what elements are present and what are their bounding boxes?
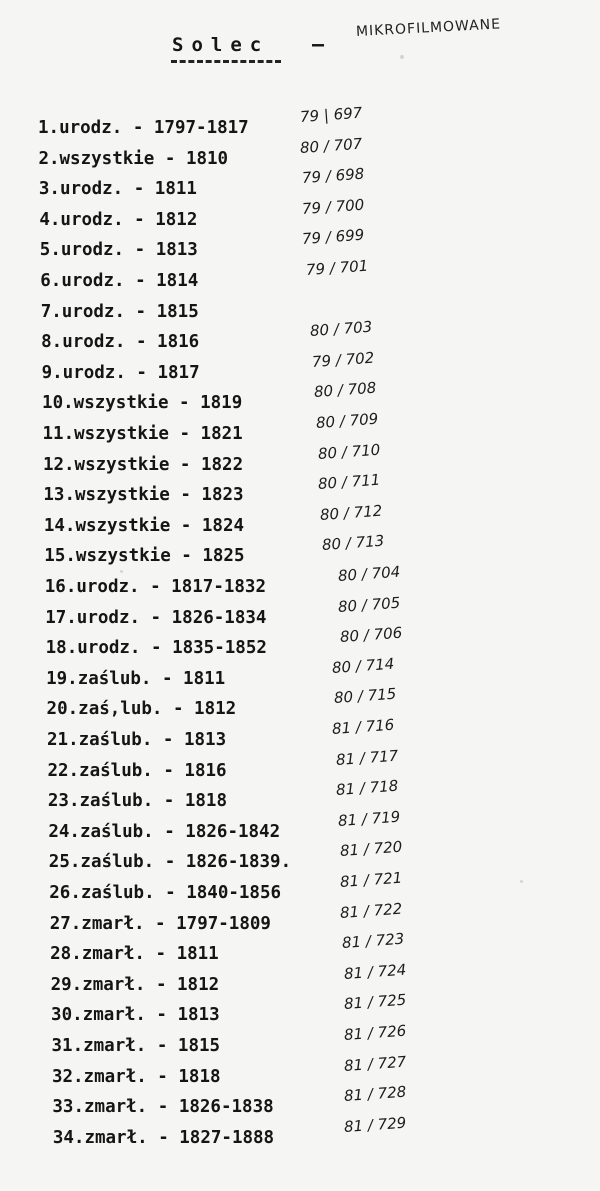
microfilm-reference-note: 80 / 708	[313, 379, 377, 402]
register-entry: 13.wszystkie - 1823	[43, 485, 244, 506]
microfilm-reference-note: 80 / 703	[309, 317, 373, 341]
microfilm-reference-note: 80 / 710	[317, 440, 381, 463]
microfilm-reference-note: 80 / 707	[299, 134, 363, 157]
register-entry: 18.urodz. - 1835-1852	[45, 638, 267, 659]
register-entry: 30.zmarł. - 1813	[51, 1005, 220, 1026]
microfilm-reference-note: 81 / 718	[335, 776, 399, 800]
register-entry: 23.zaślub. - 1818	[47, 791, 228, 812]
register-entry: 17.urodz. - 1826-1834	[45, 607, 267, 628]
microfilm-reference-note: 81 / 719	[337, 807, 401, 830]
microfilm-reference-note: 79 / 700	[301, 195, 365, 218]
microfilm-reference-note: 81 / 728	[343, 1082, 407, 1106]
microfilm-reference-note: 80 / 715	[333, 685, 397, 708]
register-entry: 22.zaślub. - 1816	[47, 760, 227, 781]
microfilm-reference-note: 80 / 706	[339, 623, 403, 647]
register-entry: 9.urodz. - 1817	[41, 362, 200, 383]
microfilm-reference-note: 81 / 725	[343, 991, 407, 1014]
register-entry: 27.zmarł. - 1797-1809	[49, 913, 271, 934]
microfilm-reference-note: 81 / 729	[343, 1113, 407, 1136]
microfilm-reference-note: 80 / 709	[315, 409, 379, 432]
microfilm-reference-note: 81 / 724	[343, 960, 407, 983]
microfilm-reference-note: 81 / 722	[339, 899, 403, 922]
register-entry: 19.zaślub. - 1811	[46, 668, 226, 689]
microfilm-stamp: MIKROFILMOWANE	[355, 16, 502, 40]
register-entry: 25.zaślub. - 1826-1839.	[48, 852, 292, 873]
register-entry: 24.zaślub. - 1826-1842	[48, 821, 281, 842]
register-entry: 33.zmarł. - 1826-1838	[52, 1097, 274, 1118]
paper-speck	[520, 880, 523, 883]
microfilm-reference-note: 79 / 699	[301, 226, 365, 249]
microfilm-reference-note: 79 / 698	[301, 164, 365, 188]
document-title: Solec	[172, 34, 270, 56]
register-entry: 6.urodz. - 1814	[40, 271, 199, 291]
register-entry: 16.urodz. - 1817-1832	[44, 577, 267, 597]
register-entry: 20.zaś,lub. - 1812	[46, 699, 237, 720]
microfilm-reference-note: 80 / 712	[319, 501, 383, 524]
paper-speck	[400, 55, 404, 59]
register-entry: 2.wszystkie - 1810	[38, 148, 229, 169]
register-entry: 26.zaślub. - 1840-1856	[49, 883, 282, 903]
register-entry: 31.zmarł. - 1815	[51, 1036, 221, 1056]
register-entry: 32.zmarł. - 1818	[51, 1066, 221, 1087]
register-entry: 34.zmarł. - 1827-1888	[52, 1127, 275, 1148]
title-dash: —	[312, 32, 325, 56]
register-entry: 5.urodz. - 1813	[39, 240, 198, 261]
register-entry: 10.wszystkie - 1819	[42, 393, 243, 414]
microfilm-reference-note: 81 / 721	[339, 868, 403, 891]
microfilm-reference-note: 80 / 704	[337, 562, 401, 585]
microfilm-reference-note: 81 / 717	[335, 746, 399, 769]
register-entry: 14.wszystkie - 1824	[43, 515, 245, 536]
register-entry: 15.wszystkie - 1825	[44, 546, 245, 567]
microfilm-reference-note: 80 / 713	[321, 532, 385, 555]
register-entry: 12.wszystkie - 1822	[42, 454, 244, 475]
microfilm-reference-note: 79 | 697	[299, 103, 363, 126]
microfilm-reference-note: 79 / 702	[311, 348, 375, 371]
microfilm-reference-note: 81 / 726	[343, 1021, 407, 1044]
register-entry: 3.urodz. - 1811	[38, 179, 197, 200]
register-entry: 29.zmarł. - 1812	[50, 974, 220, 995]
microfilm-reference-note: 81 / 723	[341, 929, 405, 953]
register-entry: 1.urodz. - 1797-1817	[38, 118, 249, 138]
register-entry: 28.zmarł. - 1811	[50, 944, 219, 965]
microfilm-reference-note: 81 / 720	[339, 838, 403, 861]
microfilm-reference-note: 79 / 701	[305, 256, 369, 279]
register-entry: 4.urodz. - 1812	[39, 209, 198, 230]
microfilm-reference-note: 80 / 711	[317, 470, 381, 494]
register-entry: 11.wszystkie - 1821	[42, 424, 243, 444]
microfilm-reference-note: 81 / 716	[331, 715, 395, 738]
microfilm-reference-note: 80 / 705	[337, 593, 401, 616]
paper-speck	[120, 570, 123, 573]
microfilm-reference-note: 81 / 727	[343, 1052, 407, 1075]
register-entry: 8.urodz. - 1816	[41, 332, 200, 353]
register-entry: 7.urodz. - 1815	[40, 301, 199, 322]
register-entry: 21.zaślub. - 1813	[47, 730, 227, 750]
microfilm-reference-note: 80 / 714	[331, 654, 395, 677]
